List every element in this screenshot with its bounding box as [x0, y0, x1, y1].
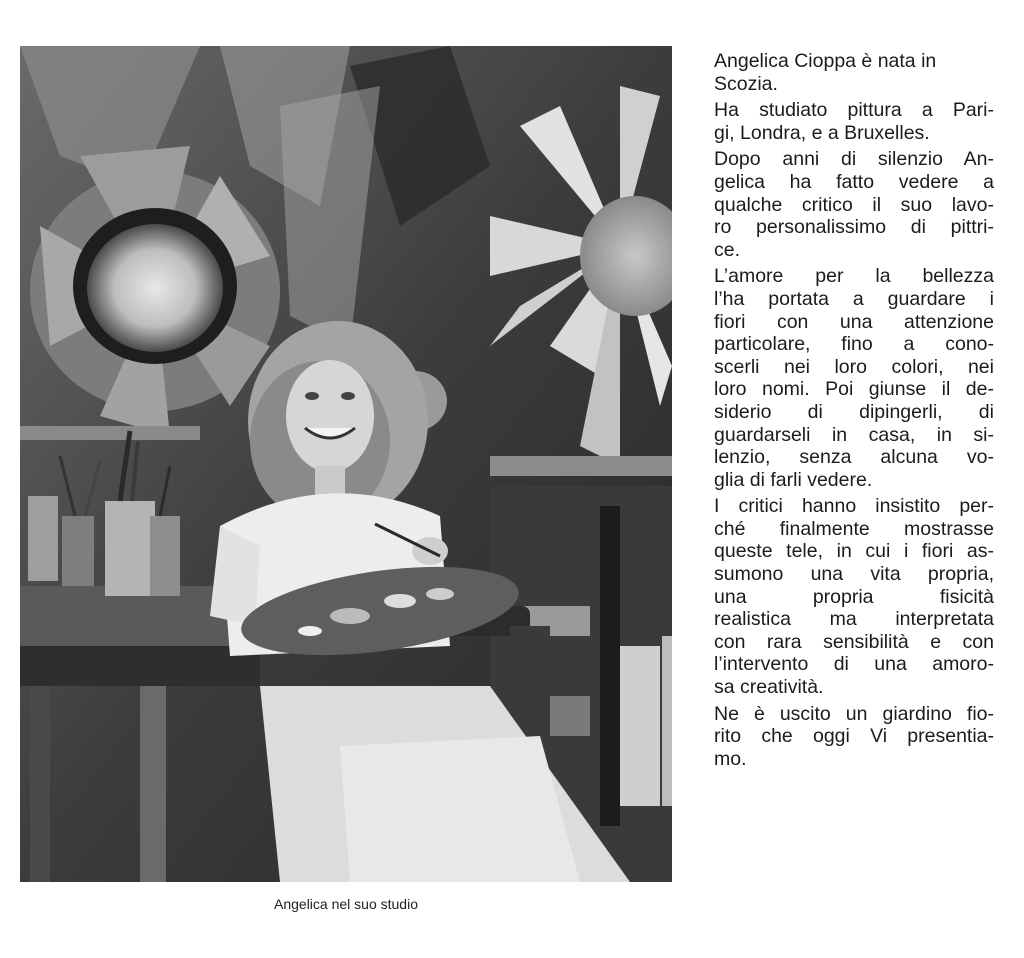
article-line: glia di farli vedere.	[714, 468, 873, 491]
article-line: gi, Londra, e a Bruxelles.	[714, 121, 930, 144]
article-paragraph	[714, 99, 994, 144]
article-line: particolare, fino a cono-	[714, 333, 994, 356]
article-paragraph	[714, 703, 994, 771]
article-line: I critici hanno insistito per-	[714, 495, 994, 518]
article-line: ché finalmente mostrasse	[714, 517, 994, 540]
article-line: Scozia.	[714, 72, 778, 95]
article-line: sa creatività.	[714, 676, 824, 699]
article-line: ce.	[714, 238, 741, 261]
article-line: una propria fisicità	[714, 585, 994, 608]
article-line: Angelica Cioppa è nata in	[714, 50, 937, 72]
article-paragraph	[714, 50, 994, 95]
article-line: lenzio, senza alcuna vo-	[714, 446, 994, 469]
article-line: L’amore per la bellezza	[714, 265, 994, 288]
article-line: sumono una vita propria,	[714, 563, 994, 586]
article-line: con rara sensibilità e con	[714, 630, 994, 653]
article-line: siderio di dipingerli, di	[714, 400, 994, 423]
studio-photo-illustration	[20, 46, 672, 882]
article-line: ro personalissimo di pittri-	[714, 216, 994, 239]
article-line: gelica ha fatto vedere a	[714, 170, 994, 193]
article-line: l’intervento di una amoro-	[714, 653, 994, 676]
article-line: scerli nei loro colori, nei	[714, 355, 994, 378]
article-line: loro nomi. Poi giunse il de-	[714, 378, 994, 401]
photo-caption: Angelica nel suo studio	[274, 896, 418, 912]
article-line: qualche critico il suo lavo-	[714, 193, 994, 216]
studio-photo	[20, 46, 672, 882]
article-paragraph	[714, 495, 994, 698]
article-line: l’ha portata a guardare i	[714, 287, 994, 310]
article-paragraph	[714, 265, 994, 491]
article-line: guardarseli in casa, in si-	[714, 423, 994, 446]
article-line: rito che oggi Vi presentia-	[714, 725, 994, 748]
article-line: queste tele, in cui i fiori as-	[714, 540, 994, 563]
article-line: mo.	[714, 747, 747, 770]
article-line: fiori con una attenzione	[714, 310, 994, 333]
article-text	[714, 50, 994, 770]
article-line: Ha studiato pittura a Pari-	[714, 99, 994, 122]
article-line: realistica ma interpretata	[714, 608, 994, 631]
article-line: Dopo anni di silenzio An-	[714, 148, 994, 171]
article-line: Ne è uscito un giardino fio-	[714, 702, 994, 725]
article-paragraph	[714, 148, 994, 261]
